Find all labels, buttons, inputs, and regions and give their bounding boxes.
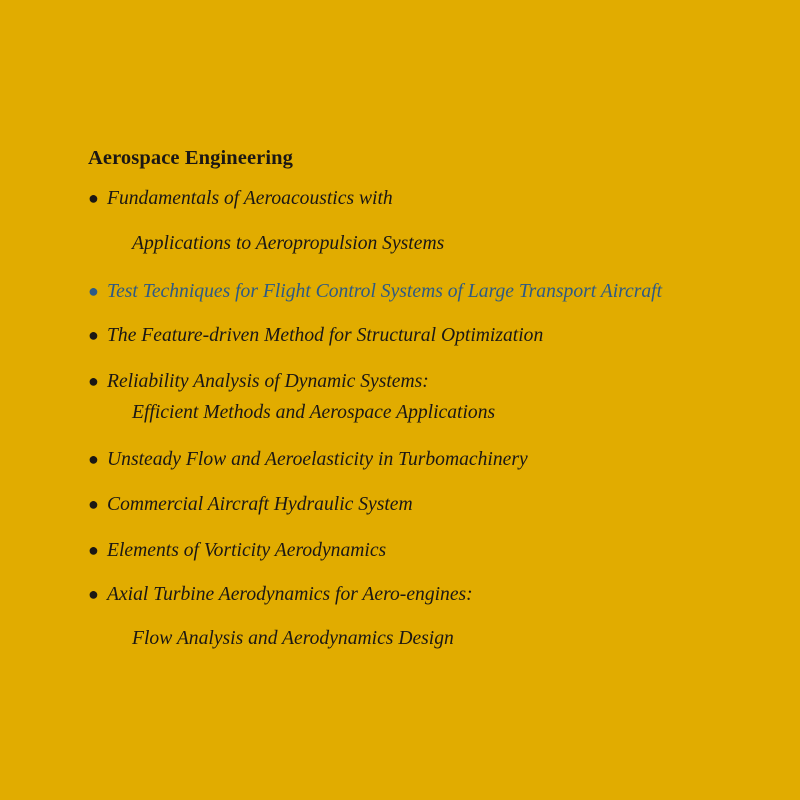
bullet-icon: ●: [88, 449, 99, 469]
bullet-icon: ●: [88, 494, 99, 514]
book-title-2: Test Techniques for Flight Control Systems of Large Transport Aircraft: [107, 281, 663, 302]
book-title-4: Reliability Analysis of Dynamic Systems:: [107, 371, 429, 392]
book-item-8-line-1: [88, 582, 473, 607]
book-title-1: Fundamentals of Aeroacoustics with: [107, 188, 393, 209]
book-item-2-line-1: [88, 279, 662, 304]
bullet-icon: ●: [88, 325, 99, 345]
book-item-4-line-2: Efficient Methods and Aerospace Applications: [132, 402, 496, 423]
book-item-1-line-2: Applications to Aeropropulsion Systems: [132, 233, 445, 254]
bullet-icon: ●: [88, 371, 99, 391]
book-item-5-line-1: [88, 447, 528, 472]
book-item-7-line-1: [88, 538, 386, 563]
book-item-4-line-1: [88, 369, 429, 394]
book-item-6-line-1: [88, 492, 413, 517]
book-title-5: Unsteady Flow and Aeroelasticity in Turbomachinery: [107, 449, 528, 470]
book-title-8: Axial Turbine Aerodynamics for Aero-engines:: [107, 584, 473, 605]
bullet-icon: ●: [88, 188, 99, 208]
book-item-8-line-2: Flow Analysis and Aerodynamics Design: [132, 628, 454, 649]
book-item-1-line-1: [88, 186, 393, 211]
section-title: Aerospace Engineering: [88, 147, 293, 169]
bullet-icon: ●: [88, 281, 99, 301]
book-item-3-line-1: [88, 323, 543, 348]
bullet-icon: ●: [88, 540, 99, 560]
bullet-icon: ●: [88, 584, 99, 604]
book-title-7: Elements of Vorticity Aerodynamics: [107, 540, 387, 561]
book-title-3: The Feature-driven Method for Structural Optimization: [107, 325, 544, 346]
book-title-6: Commercial Aircraft Hydraulic System: [107, 494, 413, 515]
